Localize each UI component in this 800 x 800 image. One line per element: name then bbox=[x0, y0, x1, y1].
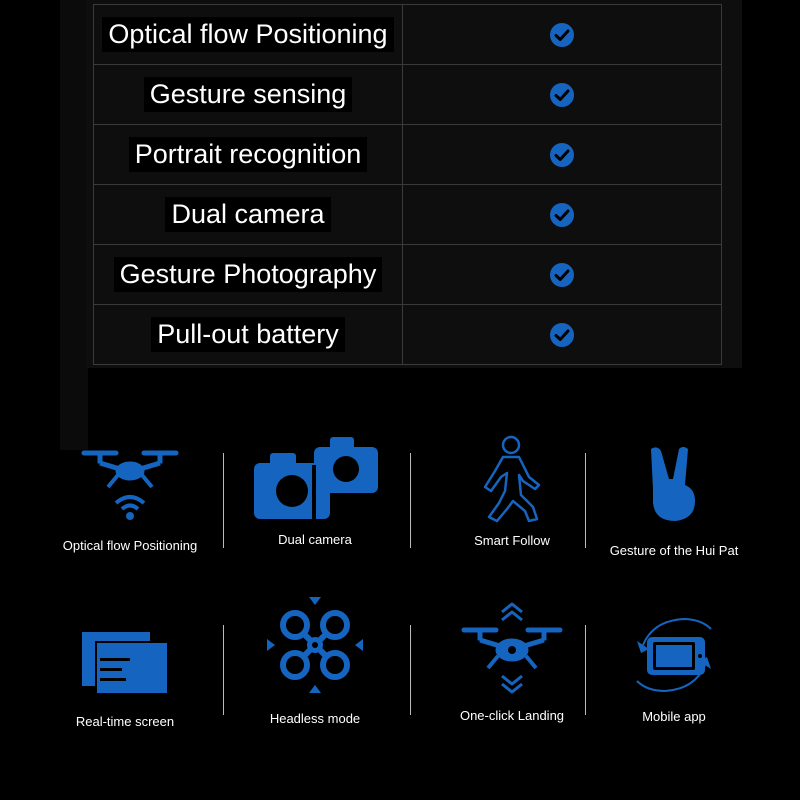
drone-wifi-icon bbox=[80, 447, 180, 522]
table-row bbox=[93, 305, 722, 365]
table-row bbox=[93, 65, 722, 125]
feature-grid bbox=[0, 425, 800, 755]
check-circle-icon bbox=[549, 202, 575, 228]
feature-label: Smart Follow bbox=[474, 533, 550, 548]
feature-optical-flow bbox=[40, 447, 220, 553]
table-row bbox=[93, 245, 722, 305]
feature-landing bbox=[422, 598, 602, 723]
feature-realtime-screen bbox=[35, 630, 215, 729]
feature-dual-camera bbox=[225, 435, 405, 547]
feature-headless bbox=[225, 595, 405, 726]
check-circle-icon bbox=[549, 22, 575, 48]
victory-hand-icon bbox=[639, 445, 709, 523]
divider bbox=[223, 625, 224, 715]
feature-label: Dual camera bbox=[278, 532, 352, 547]
feature-label: Gesture of the Hui Pat bbox=[609, 543, 739, 558]
feature-name: Gesture sensing bbox=[144, 77, 353, 112]
dual-camera-icon bbox=[250, 435, 380, 521]
comparison-table bbox=[93, 4, 722, 365]
table-row bbox=[93, 5, 722, 65]
screen-icon bbox=[80, 630, 170, 696]
feature-label: Mobile app bbox=[642, 709, 706, 724]
check-circle-icon bbox=[549, 322, 575, 348]
feature-name: Dual camera bbox=[165, 197, 330, 232]
panel-shadow bbox=[60, 0, 88, 450]
walking-person-icon bbox=[467, 433, 557, 525]
quadcopter-arrows-icon bbox=[265, 595, 365, 695]
divider bbox=[223, 453, 224, 548]
feature-label: Headless mode bbox=[269, 711, 361, 726]
check-circle-icon bbox=[549, 142, 575, 168]
drone-landing-icon bbox=[460, 598, 564, 698]
feature-label: Real-time screen bbox=[75, 714, 175, 729]
feature-smart-follow bbox=[422, 433, 602, 548]
phone-rotate-icon bbox=[629, 615, 719, 695]
feature-name: Gesture Photography bbox=[114, 257, 383, 292]
divider bbox=[410, 453, 411, 548]
feature-name: Optical flow Positioning bbox=[102, 17, 393, 52]
feature-name: Portrait recognition bbox=[129, 137, 368, 172]
feature-label: Optical flow Positioning bbox=[62, 538, 198, 553]
feature-name: Pull-out battery bbox=[151, 317, 345, 352]
feature-label: One-click Landing bbox=[459, 708, 565, 723]
table-row bbox=[93, 125, 722, 185]
check-circle-icon bbox=[549, 262, 575, 288]
feature-mobile-app bbox=[584, 615, 764, 724]
check-circle-icon bbox=[549, 82, 575, 108]
divider bbox=[410, 625, 411, 715]
table-row bbox=[93, 185, 722, 245]
feature-gesture bbox=[584, 445, 764, 558]
